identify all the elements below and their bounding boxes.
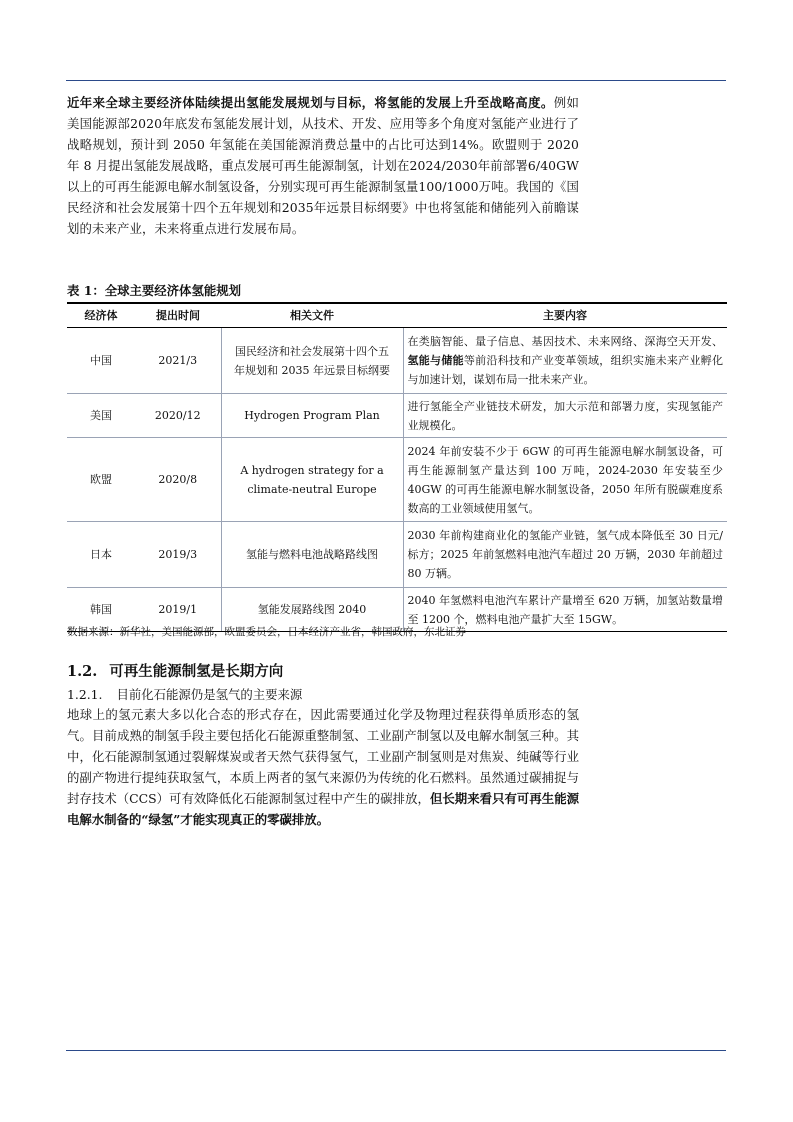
cell-economy: 欧盟 <box>67 438 135 522</box>
section-body: 地球上的氢元素大多以化合态的形式存在，因此需要通过化学及物理过程获得单质形态的氢气。目前成熟的制氢手段主要包括化石能源重整制氢、工业副产制氢以及电解水制氢三种。其中，化石能源制氢通过裂解煤炭或者天然气获得氢气，工业副产制氢则是对焦炭、纯碱等行业的副产物进行提纯获取氢气，本质上两者的氢气来源仍为传统的化石燃料。虽然通过碳捕捉与封存技术（CCS）可有效降低化石能源制氢过程中产生的碳排放， <box>67 707 579 806</box>
section-title: 可再生能源制氢是长期方向 <box>109 663 284 680</box>
cell-date: 2021/3 <box>135 328 221 394</box>
cell-document: A hydrogen strategy for a climate-neutral Europe <box>221 438 403 522</box>
subsection-title: 目前化石能源仍是氢气的主要来源 <box>116 687 303 702</box>
cell-document: 氢能发展路线图 2040 <box>221 588 403 632</box>
intro-paragraph <box>67 92 579 239</box>
cell-content <box>403 328 727 394</box>
cell-content-text: 等前沿科技和产业变革领域，组织实施未来产业孵化与加速计划，谋划布局一批未来产业。 <box>407 354 723 386</box>
header-economy: 经济体 <box>67 303 135 328</box>
cell-date: 2019/3 <box>135 522 221 588</box>
hydrogen-plan-table <box>67 302 727 632</box>
cell-economy: 中国 <box>67 328 135 394</box>
intro-body: 例如美国能源部2020年底发布氢能发展计划，从技术、开发、应用等多个角度对氢能产业进行了战略规划，预计到 2050 年氢能在美国能源消费总量中的占比可达到14%。欧盟则于 2020 年 8 月提出氢能发展战略，重点发展可再生能源制氢，计划在2024/2030年前部署6/40GW以上的可再生能源电解水制氢设备，分别实现可再生能源制氢量100/1000万吨。我国的《国民经济和社会发展第十四个五年规划和2035年远景目标纲要》中也将氢能和储能列入前瞻谋划的未来产业，未来将重点进行发展布局。 <box>67 95 579 236</box>
cell-economy: 美国 <box>67 394 135 438</box>
cell-document: 氢能与燃料电池战略路线图 <box>221 522 403 588</box>
cell-document: 国民经济和社会发展第十四个五年规划和 2035 年远景目标纲要 <box>221 328 403 394</box>
subsection-number: 1.2.1. <box>67 687 103 702</box>
cell-economy: 韩国 <box>67 588 135 632</box>
section-heading <box>67 660 283 681</box>
table-header-row <box>67 303 727 328</box>
table-row <box>67 438 727 522</box>
cell-content-text: 在类脑智能、量子信息、基因技术、未来网络、深海空天开发、 <box>407 335 723 348</box>
cell-date: 2020/8 <box>135 438 221 522</box>
header-document: 相关文件 <box>221 303 403 328</box>
section-conclusion: 但长期来看只有可再生能源电解水制备的“绿氢”才能实现真正的零碳排放。 <box>67 791 580 827</box>
cell-date: 2020/12 <box>135 394 221 438</box>
intro-block <box>67 92 579 239</box>
data-source: 数据来源：新华社，美国能源部，欧盟委员会，日本经济产业省，韩国政府，东北证券 <box>67 626 466 638</box>
cell-content: 2024 年前安装不少于 6GW 的可再生能源电解水制氢设备，可再生能源制氢产量达到 100 万吨，2024-2030 年安装至少 40GW 的可再生能源电解水制氢设备，2050 年所有脱碳难度系数高的工业领域使用氢气。 <box>403 438 727 522</box>
cell-document: Hydrogen Program Plan <box>221 394 403 438</box>
header-content: 主要内容 <box>403 303 727 328</box>
cell-content: 2030 年前构建商业化的氢能产业链，氢气成本降低至 30 日元/标方；2025 年前氢燃料电池汽车超过 20 万辆，2030 年前超过 80 万辆。 <box>403 522 727 588</box>
table-caption: 表 1：全球主要经济体氢能规划 <box>67 283 242 298</box>
intro-lead: 近年来全球主要经济体陆续提出氢能发展规划与目标，将氢能的发展上升至战略高度。 <box>67 95 554 110</box>
cell-economy: 日本 <box>67 522 135 588</box>
cell-content: 2040 年氢燃料电池汽车累计产量增至 620 万辆，加氢站数量增至 1200 个，燃料电池产量扩大至 15GW。 <box>403 588 727 632</box>
header-rule <box>66 80 726 81</box>
section-number: 1.2. <box>67 663 98 680</box>
cell-date: 2019/1 <box>135 588 221 632</box>
cell-content-emphasis: 氢能与储能 <box>407 354 464 367</box>
footer-rule <box>66 1050 726 1051</box>
section-paragraph <box>67 704 579 830</box>
table-row <box>67 394 727 438</box>
table-row <box>67 328 727 394</box>
cell-content: 进行氢能全产业链技术研发，加大示范和部署力度，实现氢能产业规模化。 <box>403 394 727 438</box>
subsection-heading <box>67 685 302 703</box>
table-row <box>67 522 727 588</box>
header-date: 提出时间 <box>135 303 221 328</box>
